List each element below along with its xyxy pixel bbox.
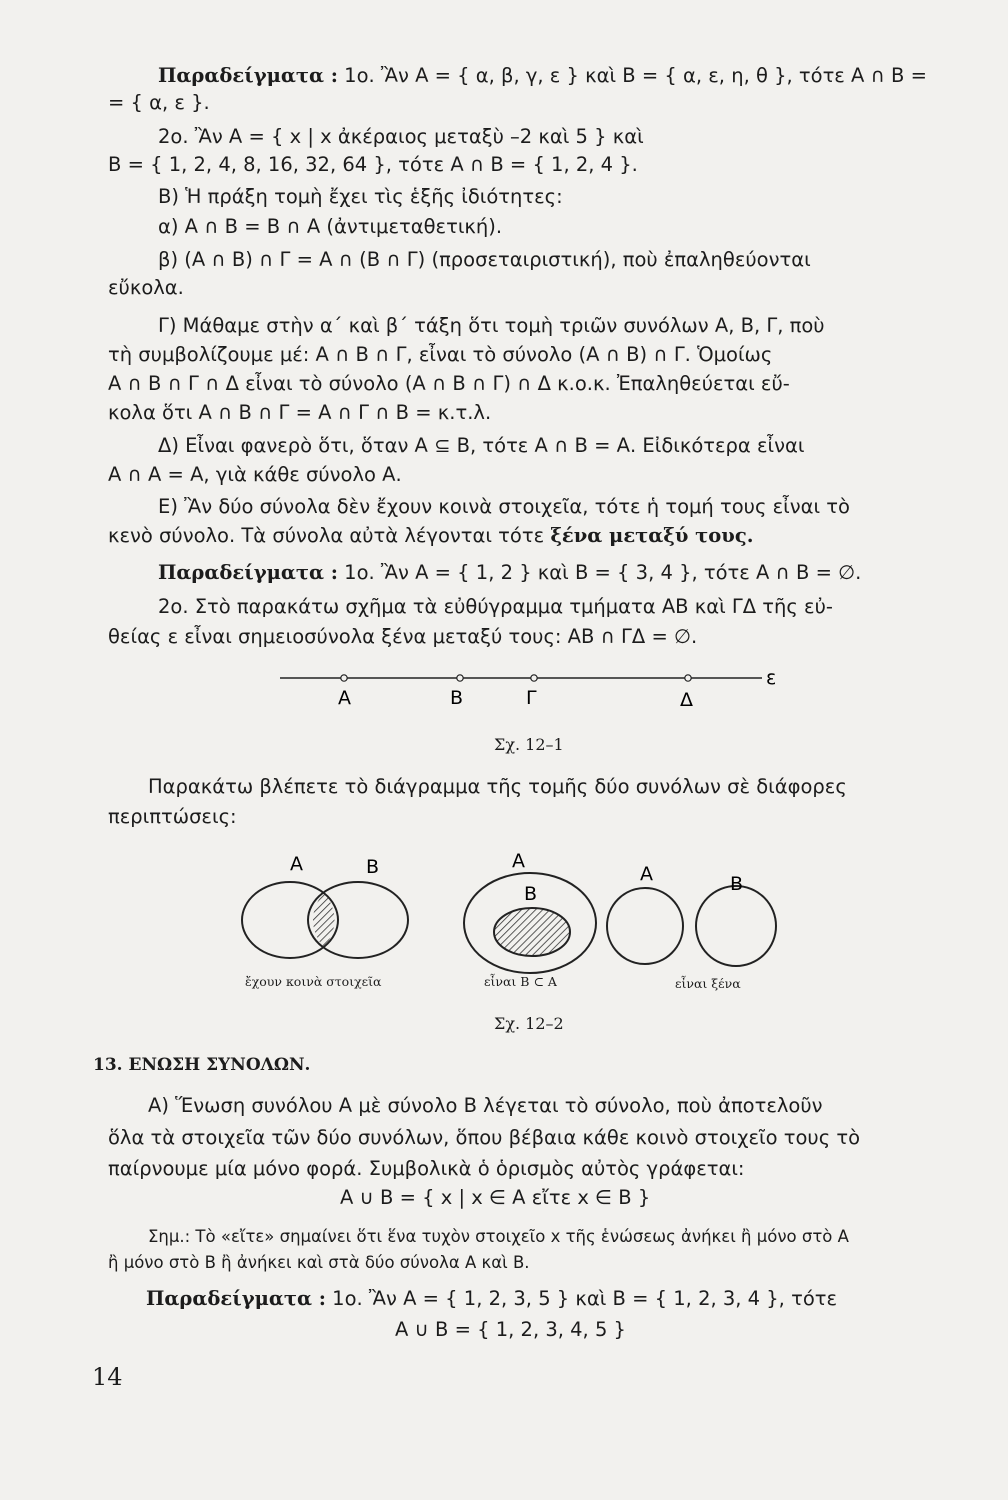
paragraph-line: παίρνουμε μία μόνο φορά. Συμβολικὰ ὁ ὁρισμὸς αὐτὸς γράφεται: bbox=[108, 1157, 745, 1180]
paragraph-line: Β) Ἡ πράξη τομὴ ἔχει τὶς ἑξῆς ἰδιότητες: bbox=[158, 185, 563, 208]
paragraph-line: 2ο. Στὸ παρακάτω σχῆμα τὰ εὐθύγραμμα τμήματα ΑΒ καὶ ΓΔ τῆς εὐ- bbox=[158, 595, 833, 618]
label-b: Β bbox=[524, 883, 538, 905]
label-b: Β bbox=[450, 687, 464, 709]
figure-line-segments bbox=[280, 660, 800, 710]
point-d bbox=[685, 675, 691, 681]
label-a: Α bbox=[290, 853, 303, 875]
set-a-circle bbox=[607, 888, 683, 964]
venn-caption-overlapping: ἔχουν κοινὰ στοιχεῖα bbox=[245, 974, 382, 989]
paragraph-line: περιπτώσεις: bbox=[108, 805, 237, 828]
set-b-ellipse bbox=[494, 908, 570, 956]
venn-overlapping bbox=[242, 853, 408, 958]
paragraph-line: Β = { 1, 2, 4, 8, 16, 32, 64 }, τότε Α ∩ Β = { 1, 2, 4 }. bbox=[108, 153, 638, 176]
section-heading: 13. ΕΝΩΣΗ ΣΥΝΟΛΩΝ. bbox=[93, 1055, 311, 1075]
figure-caption: Σχ. 12–1 bbox=[494, 735, 564, 754]
note-line: Σημ.: Τὸ «εἴτε» σημαίνει ὅτι ἕνα τυχὸν στοιχεῖο x τῆς ἑνώσεως ἀνήκει ἢ μόνο στὸ Α bbox=[148, 1227, 849, 1246]
point-a bbox=[341, 675, 347, 681]
paragraph-line: κενὸ σύνολο. Τὰ σύνολα αὐτὰ λέγονται τότε ξένα μεταξύ τους. bbox=[108, 524, 754, 547]
paragraph-line: Δ) Εἶναι φανερὸ ὅτι, ὅταν Α ⊆ Β, τότε Α ∩ Β = Α. Εἰδικότερα εἶναι bbox=[158, 434, 805, 457]
venn-caption-subset: εἶναι Β ⊂ Α bbox=[484, 974, 557, 989]
union-example-result: Α ∪ Β = { 1, 2, 3, 4, 5 } bbox=[395, 1318, 626, 1341]
paragraph-line: Ε) Ἂν δύο σύνολα δὲν ἔχουν κοινὰ στοιχεῖα, τότε ἡ τομή τους εἶναι τὸ bbox=[158, 495, 850, 518]
paragraph-line: Παρακάτω βλέπετε τὸ διάγραμμα τῆς τομῆς δύο συνόλων σὲ διάφορες bbox=[148, 775, 847, 798]
paragraph-line: α) Α ∩ Β = Β ∩ Α (ἀντιμεταθετική). bbox=[158, 215, 503, 238]
paragraph-line: θείας ε εἶναι σημειοσύνολα ξένα μεταξύ τους: ΑΒ ∩ ΓΔ = ∅. bbox=[108, 625, 698, 648]
paragraph-line: Α) Ἕνωση συνόλου Α μὲ σύνολο Β λέγεται τὸ σύνολο, ποὺ ἀποτελοῦν bbox=[148, 1094, 823, 1117]
paragraph-line: β) (Α ∩ Β) ∩ Γ = Α ∩ (Β ∩ Γ) (προσεταιριστική), ποὺ ἐπαληθεύονται bbox=[158, 248, 811, 271]
union-formula: Α ∪ Β = { x | x ∈ Α εἴτε x ∈ Β } bbox=[340, 1186, 651, 1209]
label-e: ε bbox=[766, 667, 777, 689]
paragraph-line: Α ∩ Α = Α, γιὰ κάθε σύνολο Α. bbox=[108, 463, 402, 486]
paragraph-line: ὅλα τὰ στοιχεῖα τῶν δύο συνόλων, ὅπου βέβαια κάθε κοινὸ στοιχεῖο τους τὸ bbox=[108, 1126, 861, 1149]
point-b bbox=[457, 675, 463, 681]
paragraph-line: Γ) Μάθαμε στὴν α΄ καὶ β΄ τάξη ὅτι τομὴ τριῶν συνόλων Α, Β, Γ, ποὺ bbox=[158, 314, 825, 337]
point-g bbox=[531, 675, 537, 681]
venn-disjoint bbox=[607, 863, 776, 966]
label-a: Α bbox=[512, 850, 525, 872]
paragraph-line: Α ∩ Β ∩ Γ ∩ Δ εἶναι τὸ σύνολο (Α ∩ Β ∩ Γ) ∩ Δ κ.ο.κ. Ἐπαληθεύεται εὔ- bbox=[108, 372, 790, 395]
venn-caption-disjoint: εἶναι ξένα bbox=[675, 976, 741, 991]
paragraph-line: 2ο. Ἂν Α = { x | x ἀκέραιος μεταξὺ –2 καὶ 5 } καὶ bbox=[158, 125, 644, 148]
paragraph-line: = { α, ε }. bbox=[108, 91, 210, 114]
set-b-circle bbox=[696, 886, 776, 966]
figure-caption: Σχ. 12–2 bbox=[494, 1014, 564, 1033]
label-b: Β bbox=[366, 856, 380, 878]
paragraph-line: κολα ὅτι Α ∩ Β ∩ Γ = Α ∩ Γ ∩ Β = κ.τ.λ. bbox=[108, 401, 492, 424]
label-d: Δ bbox=[680, 689, 693, 710]
venn-subset bbox=[464, 850, 596, 973]
label-g: Γ bbox=[526, 687, 537, 709]
paragraph-example-3: Παραδείγματα : 1ο. Ἂν Α = { 1, 2, 3, 5 } καὶ Β = { 1, 2, 3, 4 }, τότε bbox=[146, 1287, 838, 1310]
paragraph-example-1: Παραδείγματα : 1ο. Ἂν Α = { α, β, γ, ε } καὶ Β = { α, ε, η, θ }, τότε Α ∩ Β = bbox=[158, 64, 927, 87]
note-line: ἢ μόνο στὸ Β ἢ ἀνήκει καὶ στὰ δύο σύνολα Α καὶ Β. bbox=[108, 1253, 530, 1272]
paragraph-line: εὔκολα. bbox=[108, 276, 184, 299]
label-a: Α bbox=[338, 687, 351, 709]
label-b: Β bbox=[730, 873, 744, 895]
label-a: Α bbox=[640, 863, 653, 885]
paragraph-example-2: Παραδείγματα : 1ο. Ἂν Α = { 1, 2 } καὶ Β = { 3, 4 }, τότε Α ∩ Β = ∅. bbox=[158, 561, 862, 584]
page-number: 14 bbox=[92, 1363, 123, 1391]
paragraph-line: τὴ συμβολίζουμε μέ: Α ∩ Β ∩ Γ, εἶναι τὸ σύνολο (Α ∩ Β) ∩ Γ. Ὁμοίως bbox=[108, 343, 773, 366]
